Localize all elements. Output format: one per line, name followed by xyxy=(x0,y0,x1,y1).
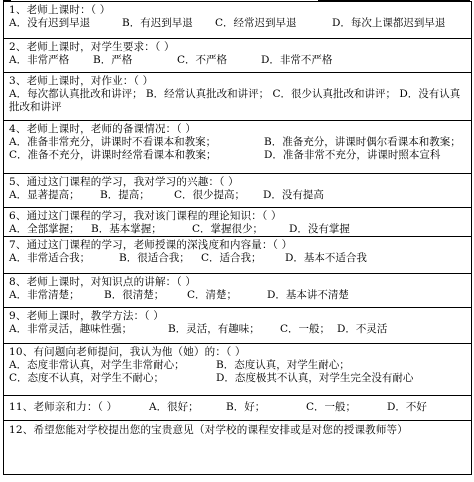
option-b[interactable]: B．提高； xyxy=(100,188,150,201)
option-c[interactable]: C．适合我； xyxy=(201,251,262,264)
option-a[interactable]: A．非常清楚； xyxy=(9,288,80,301)
option-b[interactable]: B．准备充分，讲课时偶尔看课本和教案； xyxy=(264,135,461,148)
option-c[interactable]: C．一般； xyxy=(306,401,357,413)
question-text: 9、老师上课时，教学方法：（ ） xyxy=(9,310,164,322)
option-c[interactable]: C．很少提高； xyxy=(174,188,246,201)
option-row xyxy=(9,54,467,67)
option-d[interactable]: D．每次上课都迟到早退 xyxy=(332,16,446,29)
question-text: 3、老师上课时，对作业：（ ） xyxy=(9,75,154,87)
option-d[interactable]: D．没有掌握 xyxy=(289,222,350,235)
option-c[interactable]: C．掌握很少； xyxy=(192,222,264,235)
question-9 xyxy=(4,307,471,343)
option-c[interactable]: C．清楚； xyxy=(187,288,238,301)
survey-table xyxy=(3,1,472,475)
question-text: 8、老师上课时，对知识点的讲解：（ ） xyxy=(9,276,197,288)
option-row xyxy=(9,401,467,414)
option-c[interactable]: C．态度不认真，对学生不耐心； xyxy=(9,371,165,384)
option-a[interactable]: A．全部掌握； xyxy=(9,222,80,235)
question-12 xyxy=(4,420,471,474)
option-d[interactable]: D．不好 xyxy=(387,401,427,413)
option-d[interactable]: D．非常不严格 xyxy=(261,53,333,66)
question-10 xyxy=(4,343,471,395)
option-d[interactable]: D．基本不适合我 xyxy=(285,251,367,264)
option-row xyxy=(9,359,467,372)
question-8 xyxy=(4,273,471,307)
option-d[interactable]: D．准备非常不充分，讲课时照本宣科 xyxy=(264,148,441,161)
option-row xyxy=(9,189,467,202)
option-a[interactable]: A．非常适合我； xyxy=(9,251,91,264)
option-a[interactable]: A．准备非常充分，讲课时不看课本和教案； xyxy=(9,135,217,148)
option-c[interactable]: C．不严格 xyxy=(177,53,228,66)
option-c[interactable]: C．一般； xyxy=(280,322,331,335)
question-7 xyxy=(4,236,471,273)
option-d[interactable]: D．基本讲不清楚 xyxy=(267,288,349,301)
question-text: 10、有问题向老师提问，我认为他（她）的：（ ） xyxy=(9,346,246,358)
question-3 xyxy=(4,72,471,120)
option-row xyxy=(9,323,467,336)
option-b[interactable]: B．态度认真，对学生耐心； xyxy=(216,358,350,371)
question-text: 6、通过这门课程的学习，我对该门课程的理论知识：（ ） xyxy=(9,210,282,222)
option-a[interactable]: A．非常严格 xyxy=(9,53,70,66)
option-b[interactable]: B．灵活，有趣味； xyxy=(168,322,260,335)
option-a[interactable]: A．没有迟到早退 xyxy=(9,16,91,29)
question-2 xyxy=(4,38,471,72)
option-line: A．每次都认真批改和讲评； B．经常认真批改和讲评； C．很少认真批改和讲评； D．没有认真批改和讲评 xyxy=(9,87,461,113)
question-text: 5、通过这门课程的学习，我对学习的兴趣：（ ） xyxy=(9,176,239,188)
option-a[interactable]: A．显著提高； xyxy=(9,188,80,201)
option-b[interactable]: B．很适合我； xyxy=(119,251,190,264)
option-d[interactable]: D．不灵活 xyxy=(337,322,388,335)
option-a[interactable]: A．态度非常认真，对学生非常耐心； xyxy=(9,358,185,371)
option-c[interactable]: C．经常迟到早退 xyxy=(215,16,297,29)
option-row xyxy=(9,17,467,30)
option-row xyxy=(9,136,467,149)
option-b[interactable]: B．好； xyxy=(226,401,266,413)
question-text: 7、通过这门课程的学习，老师授课的深浅度和内容量：（ ） xyxy=(9,239,293,251)
option-a[interactable]: A．很好； xyxy=(149,401,199,413)
option-b[interactable]: B．有迟到早退 xyxy=(122,16,193,29)
option-b[interactable]: B．基本掌握； xyxy=(91,222,162,235)
option-d[interactable]: D．态度极其不认真，对学生完全没有耐心 xyxy=(216,371,414,384)
question-text: 12、希望您能对学校提出您的宝贵意见（对学校的课程安排或是对您的授课教师等） xyxy=(9,424,408,436)
question-text: 1、老师上课时：（ ） xyxy=(9,4,111,16)
question-6 xyxy=(4,207,471,236)
option-b[interactable]: B．很清楚； xyxy=(104,288,165,301)
question-text: 4、老师上课时，老师的备课情况：（ ） xyxy=(9,123,197,135)
option-a[interactable]: A．非常灵活，趣味性强； xyxy=(9,322,133,335)
option-c[interactable]: C．准备不充分，讲课时经常看课本和教案； xyxy=(9,148,217,161)
question-4 xyxy=(4,120,471,173)
option-row xyxy=(9,372,467,385)
question-11 xyxy=(4,395,471,420)
option-b[interactable]: B．严格 xyxy=(93,53,133,66)
question-5 xyxy=(4,173,471,207)
question-text: 11、老师亲和力：（ ） xyxy=(9,401,118,413)
question-1 xyxy=(4,1,471,38)
option-row xyxy=(9,149,467,162)
option-row xyxy=(9,223,467,236)
option-row xyxy=(9,252,467,265)
question-text: 2、老师上课时，对学生要求：（ ） xyxy=(9,41,175,53)
option-row xyxy=(9,289,467,302)
option-d[interactable]: D．没有提高 xyxy=(263,188,324,201)
